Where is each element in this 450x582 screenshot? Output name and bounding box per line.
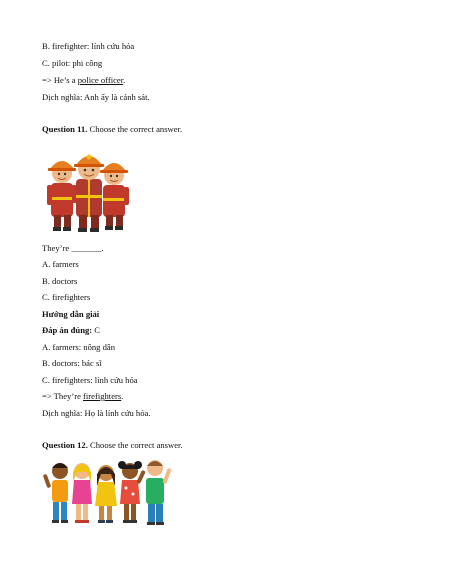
child-3 — [95, 465, 117, 523]
q11-result-prefix: => They’re — [42, 391, 84, 401]
q11-result-suffix: . — [121, 391, 124, 401]
child-4 — [118, 461, 146, 523]
q11-instruction: Choose the correct answer. — [87, 124, 183, 134]
q11-answer — [42, 325, 100, 336]
q11-option-c: C. firefighters — [42, 292, 91, 302]
firefighters-illustration — [42, 145, 134, 233]
q11-result — [42, 391, 123, 402]
firefighter-left — [47, 161, 77, 231]
child-2 — [72, 463, 92, 523]
children-image — [42, 456, 176, 528]
prev-answer — [42, 75, 125, 86]
q11-option-a: A. farmers — [42, 259, 79, 269]
prev-option-b: B. firefighter: lính cứu hỏa — [42, 41, 135, 51]
q11-heading — [42, 124, 182, 135]
q11-guide-title: Hướng dẫn giải — [42, 309, 100, 319]
q11-option-b: B. doctors — [42, 276, 78, 286]
prev-answer-underlined: police officer — [77, 75, 124, 85]
q11-explanation-a: A. farmers: nông dân — [42, 342, 116, 352]
q12-heading — [42, 440, 183, 451]
prev-answer-suffix: . — [123, 75, 126, 85]
prev-translation: Dịch nghĩa: Anh ấy là cảnh sát. — [42, 92, 150, 102]
q11-explanation-b: B. doctors: bác sĩ — [42, 358, 102, 368]
q11-explanation-c: C. firefighters: lính cứu hỏa — [42, 375, 138, 385]
child-1 — [43, 463, 68, 523]
q11-result-underlined: firefighters — [83, 391, 122, 401]
prev-option-c: C. pilot: phi công — [42, 58, 103, 68]
q11-answer-value: C — [92, 325, 101, 335]
firefighters-image — [42, 145, 134, 233]
q11-sentence: They’re _______. — [42, 243, 104, 253]
children-illustration — [42, 456, 176, 528]
q12-label: Question 12. — [42, 440, 88, 450]
q11-label: Question 11. — [42, 124, 88, 134]
firefighter-middle — [74, 155, 104, 233]
firefighter-right — [100, 163, 129, 230]
prev-answer-prefix: => He’s a — [42, 75, 78, 85]
child-5 — [146, 460, 172, 525]
q11-translation: Dịch nghĩa: Họ là lính cứu hỏa. — [42, 408, 151, 418]
q11-answer-label: Đáp án đúng: — [42, 325, 93, 335]
q12-instruction: Choose the correct answer. — [87, 440, 183, 450]
